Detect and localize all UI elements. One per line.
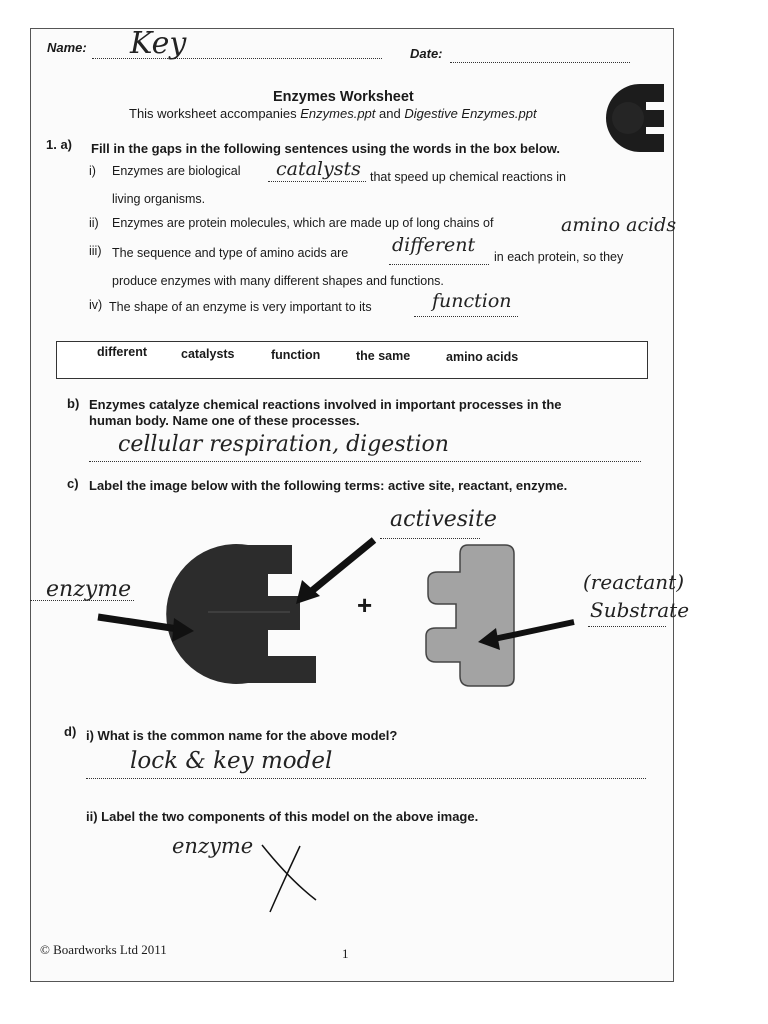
q1a-iii-after: in each protein, so they xyxy=(494,250,624,264)
q1d-question-i: i) What is the common name for the above model? xyxy=(86,728,398,743)
q1a-iv-before: The shape of an enzyme is very important to its xyxy=(109,300,372,314)
q1a-iv-num: iv) xyxy=(89,298,103,312)
q1a-i-after: that speed up chemical reactions in xyxy=(370,170,566,184)
q1c-prompt: Label the image below with the following terms: active site, reactant, enzyme. xyxy=(89,478,568,493)
substrate-shape xyxy=(426,545,514,686)
q1a-ii-num: ii) xyxy=(89,216,99,230)
plus-sign: + xyxy=(357,590,373,620)
q1d-question-ii: ii) Label the two components of this model on the above image. xyxy=(86,809,479,824)
q1a-ii-before: Enzymes are protein molecules, which are made up of long chains of xyxy=(112,216,494,230)
x-mark xyxy=(262,845,316,912)
q1a-number: 1. a) xyxy=(46,137,73,152)
word-box-item-the-same: the same xyxy=(356,349,411,363)
q1a-iii-before: The sequence and type of amino acids are xyxy=(112,246,349,260)
label-active-site: activesite xyxy=(390,507,497,532)
subtitle-file2: Digestive Enzymes.ppt xyxy=(404,106,537,121)
page-number: 1 xyxy=(342,946,349,961)
subtitle-and: and xyxy=(375,106,405,121)
label-enzyme: enzyme xyxy=(46,577,132,602)
q1a-iii-num: iii) xyxy=(89,244,102,258)
name-label: Name: xyxy=(47,40,87,55)
page-title: Enzymes Worksheet xyxy=(273,89,414,105)
q1a-iii-answer: different xyxy=(392,234,476,256)
q1a-i-answer: catalysts xyxy=(276,158,361,180)
q1a-i-before: Enzymes are biological xyxy=(112,164,241,178)
label-reactant: (reactant) xyxy=(583,570,685,594)
subtitle-prefix: This worksheet accompanies xyxy=(129,106,301,121)
q1a-iv-answer: function xyxy=(432,290,512,312)
q1a-iii-cont: produce enzymes with many different shapes and functions. xyxy=(112,274,444,288)
q1d-answer-i: lock & key model xyxy=(130,748,333,774)
word-box-item-function: function xyxy=(271,348,321,362)
date-label: Date: xyxy=(410,46,443,61)
q1a-i-cont: living organisms. xyxy=(112,192,206,206)
q1b-prompt-line1: Enzymes catalyze chemical reactions involved in important processes in the xyxy=(89,397,562,412)
boardworks-logo-icon xyxy=(606,84,664,152)
q1d-answer-ii: enzyme xyxy=(172,834,254,858)
enzyme-shape xyxy=(166,544,316,684)
label-substrate: Substrate xyxy=(590,598,690,622)
q1b-prompt-line2: human body. Name one of these processes. xyxy=(89,413,360,428)
q1d-label: d) xyxy=(64,724,77,739)
word-box-item-amino-acids: amino acids xyxy=(446,350,519,364)
copyright: © Boardworks Ltd 2011 xyxy=(40,942,167,957)
word-box-item-different: different xyxy=(97,345,147,359)
word-box-item-catalysts: catalysts xyxy=(181,347,235,361)
name-value: Key xyxy=(130,26,187,61)
q1a-prompt: Fill in the gaps in the following sentences using the words in the box below. xyxy=(91,141,560,156)
q1b-label: b) xyxy=(67,396,80,411)
q1a-ii-answer: amino acids xyxy=(561,214,677,236)
subtitle-file1: Enzymes.ppt xyxy=(300,106,376,121)
q1a-i-num: i) xyxy=(89,164,96,178)
q1b-answer: cellular respiration, digestion xyxy=(118,432,449,457)
q1c-label: c) xyxy=(67,476,79,491)
